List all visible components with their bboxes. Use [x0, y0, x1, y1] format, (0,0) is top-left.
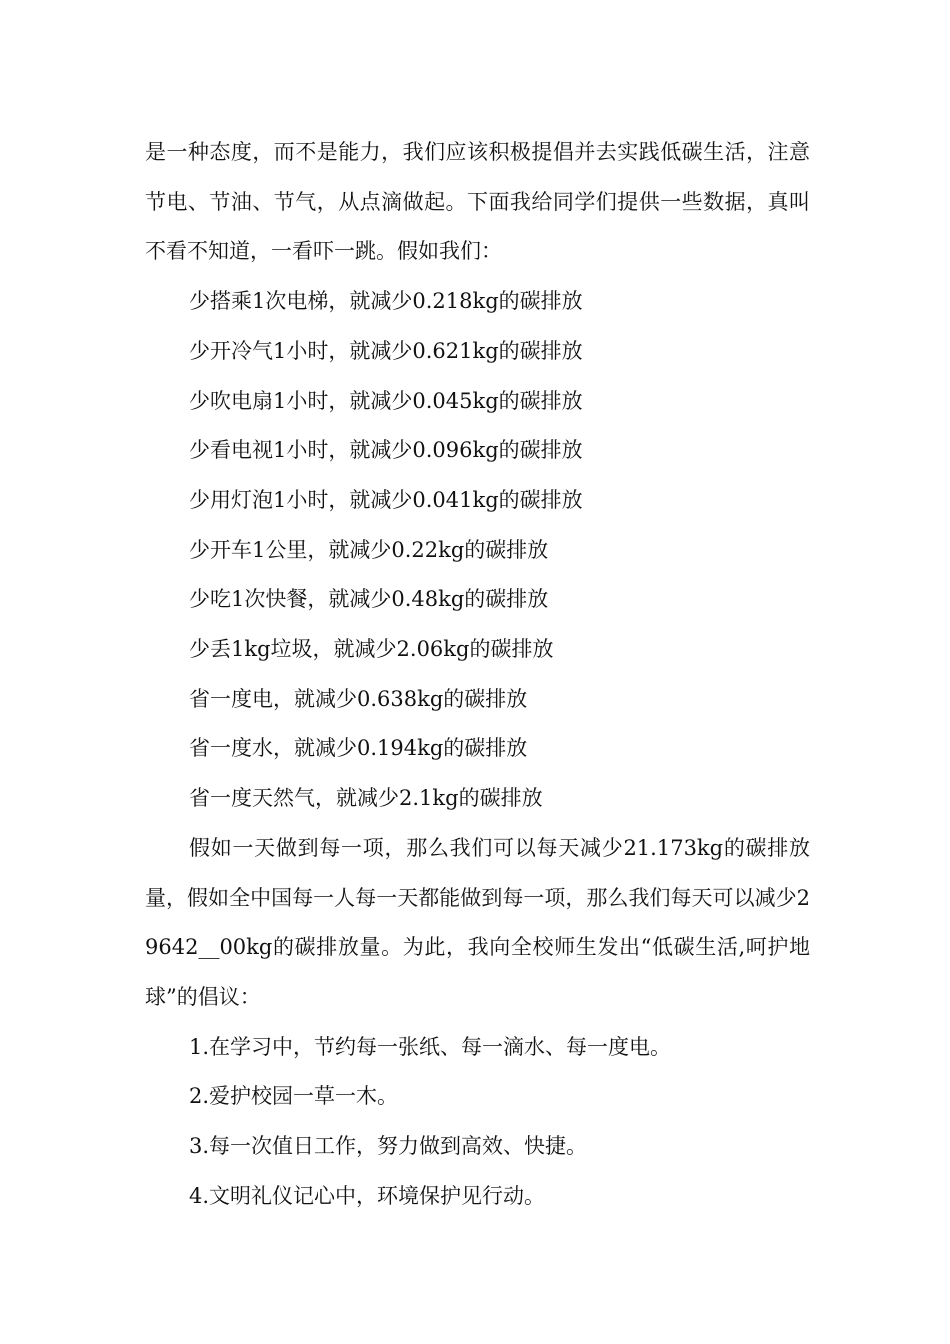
- data-item: 少开车1公里，就减少0.22kg的碳排放: [189, 537, 549, 562]
- proposal-item: 4.文明礼仪记心中，环境保护见行动。: [189, 1183, 546, 1208]
- intro-paragraph: 是一种态度，而不是能力，我们应该积极提倡并去实践低碳生活，注意节电、节油、节气，从点滴做起。下面我给同学们提供一些数据，真叫不看不知道，一看吓一跳。假如我们：: [145, 140, 810, 264]
- data-item: 少吃1次快餐，就减少0.48kg的碳排放: [189, 587, 549, 612]
- data-item: 少看电视1小时，就减少0.096kg的碳排放: [189, 438, 583, 463]
- data-item: 省一度天然气，就减少2.1kg的碳排放: [189, 786, 543, 811]
- data-item: 少开冷气1小时，就减少0.621kg的碳排放: [189, 338, 583, 363]
- data-item: 少丢1kg垃圾，就减少2.06kg的碳排放: [189, 637, 554, 662]
- document-body: [145, 128, 810, 1221]
- proposal-item: 1.在学习中，节约每一张纸、每一滴水、每一度电。: [189, 1034, 672, 1059]
- summary-paragraph: 假如一天做到每一项，那么我们可以每天减少21.173kg的碳排放量，假如全中国每一人每一天都能做到每一项，那么我们每天可以减少29642__00kg的碳排放量。为此，我向全校师生发出“低碳生活,呵护地球”的倡议：: [145, 835, 810, 1009]
- data-item: 少用灯泡1小时，就减少0.041kg的碳排放: [189, 487, 583, 512]
- proposal-item: 2.爱护校园一草一木。: [189, 1084, 399, 1109]
- proposal-item: 3.每一次值日工作，努力做到高效、快捷。: [189, 1134, 588, 1159]
- data-item: 省一度水，就减少0.194kg的碳排放: [189, 736, 528, 761]
- data-item: 少搭乘1次电梯，就减少0.218kg的碳排放: [189, 289, 583, 314]
- data-item: 省一度电，就减少0.638kg的碳排放: [189, 686, 528, 711]
- data-item-list: [145, 277, 810, 824]
- proposal-list: [145, 1023, 810, 1222]
- data-item: 少吹电扇1小时，就减少0.045kg的碳排放: [189, 388, 583, 413]
